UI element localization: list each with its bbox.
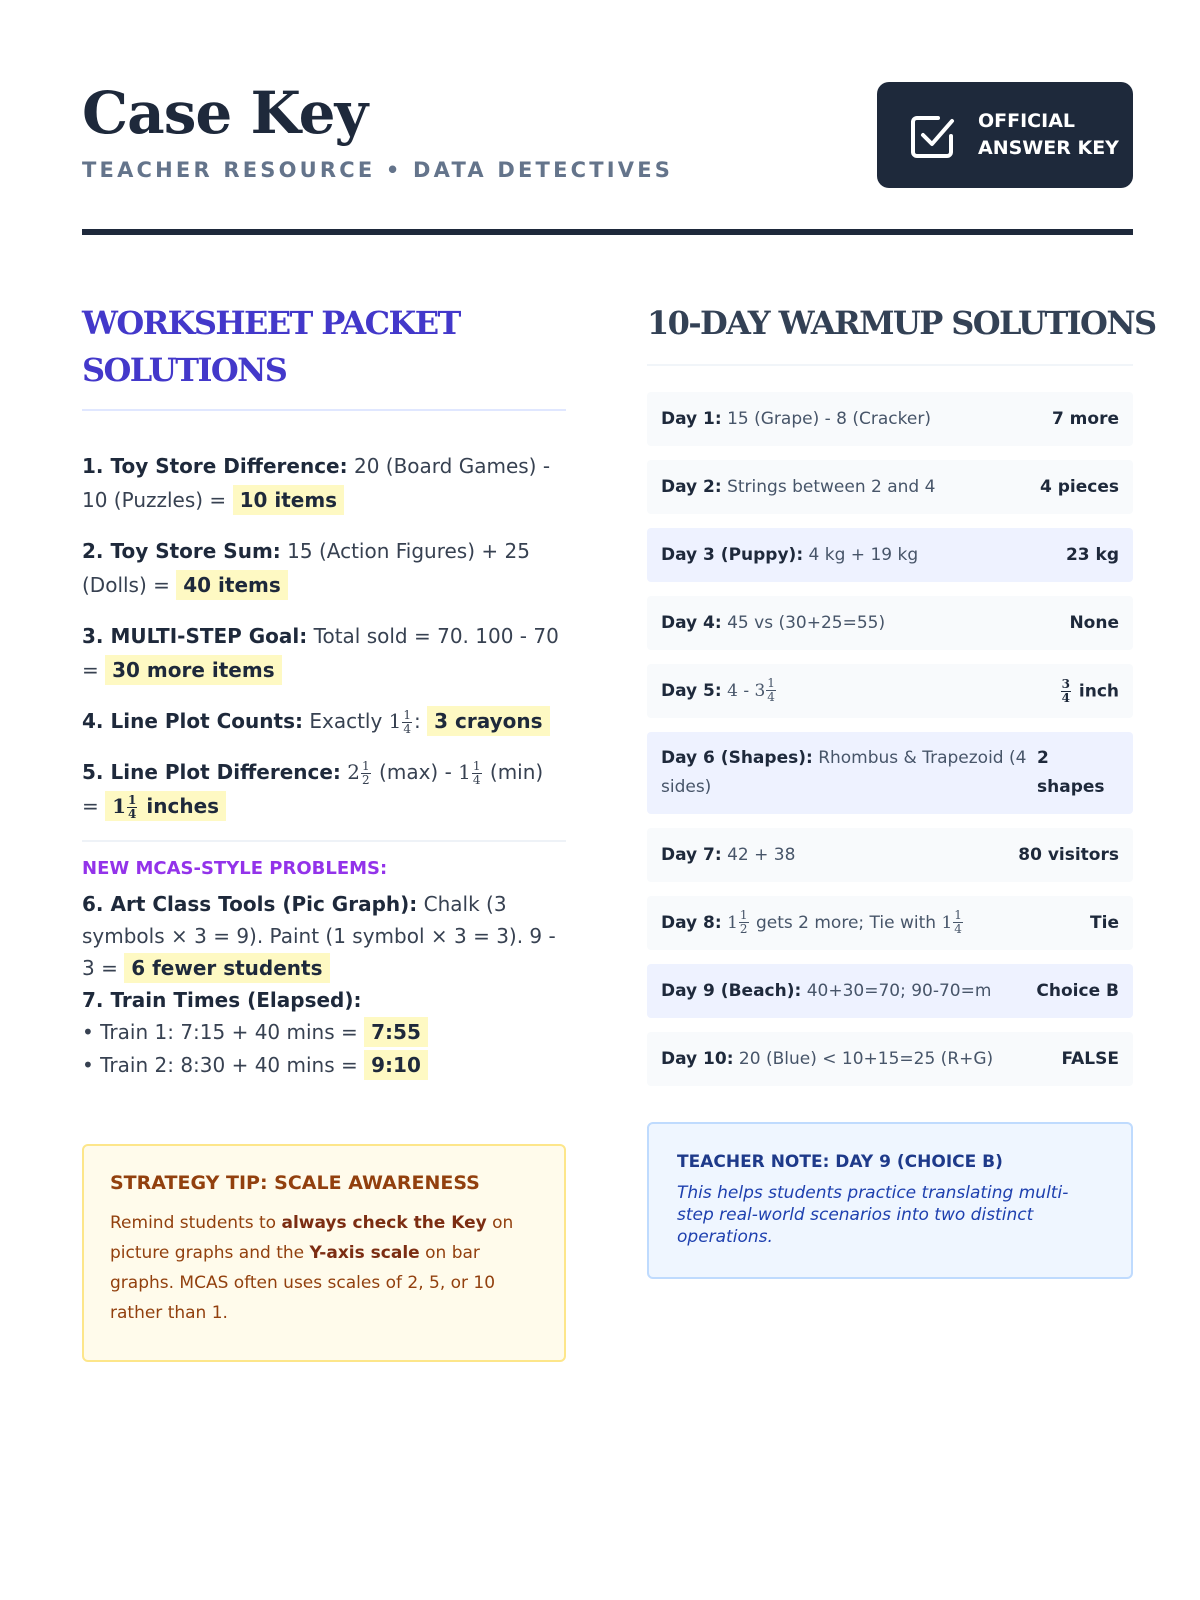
problem-work: Exactly — [309, 709, 383, 733]
day-label: Day 4: — [661, 612, 722, 633]
mixed-number-whole: 1 — [458, 760, 471, 784]
problem-5 — [82, 755, 566, 823]
note-body: This helps students practice translating multi-step real-world scenarios into two distinct operations. — [677, 1183, 1069, 1247]
section-divider — [647, 364, 1133, 366]
answer-unit: inches — [146, 794, 220, 818]
fraction-numerator: 1 — [767, 676, 775, 690]
warmup-day-8 — [647, 896, 1133, 950]
mixed-number-whole: 1 — [388, 709, 402, 733]
fraction-numerator: 1 — [362, 759, 370, 773]
tip-body — [110, 1208, 538, 1328]
fraction — [766, 677, 776, 704]
day-label: Day 6 (Shapes): — [661, 748, 813, 768]
fraction-denominator: 2 — [362, 773, 370, 787]
answer-highlight: 30 more items — [105, 655, 282, 685]
day-work: 4 kg + 19 kg — [808, 544, 919, 565]
day-work: Strings between 2 and 4 — [727, 476, 936, 497]
fraction-numerator: 1 — [954, 908, 962, 922]
problem-work: Chalk (3 symbols × 3 = 9). Paint (1 symbol × 3 = 3). 9 - 3 = — [82, 892, 556, 980]
day-label: Day 8: — [661, 912, 722, 933]
problem-work: Total sold = 70. 100 - 70 = — [82, 624, 559, 682]
day-answer: FALSE — [1061, 1049, 1119, 1069]
warmup-day-1 — [647, 392, 1133, 446]
warmup-solutions-section — [647, 300, 1156, 1100]
fraction-denominator: 4 — [403, 722, 412, 736]
worksheet-section-title — [82, 300, 566, 394]
problem-3 — [82, 619, 566, 687]
problem-7 — [82, 984, 566, 1082]
day-work: 15 (Grape) - 8 (Cracker) — [727, 408, 931, 429]
day-label: Day 7: — [661, 844, 722, 865]
header-divider — [82, 229, 1133, 235]
mixed-number-whole: 1 — [727, 912, 738, 933]
tip-text: on picture graphs and the — [110, 1213, 514, 1263]
fraction — [1061, 678, 1071, 705]
day-work: Rhombus & Trapezoid (4 sides) — [661, 748, 1027, 797]
section-divider — [82, 840, 566, 842]
answer-highlight — [105, 791, 226, 821]
tip-title: STRATEGY TIP: SCALE AWARENESS — [110, 1172, 480, 1194]
warmup-day-4 — [647, 596, 1133, 650]
train-1-line — [82, 1016, 566, 1049]
badge-line-2: ANSWER KEY — [978, 137, 1119, 159]
problem-label: 2. Toy Store Sum: — [82, 539, 281, 563]
fraction-denominator: 4 — [1061, 690, 1070, 705]
fraction — [739, 909, 749, 936]
section-divider — [82, 409, 566, 411]
fraction-numerator: 1 — [739, 908, 748, 922]
warmup-section-title: 10-DAY WARMUP SOLUTIONS — [647, 304, 1156, 342]
problem-1 — [82, 449, 566, 517]
day-answer: None — [1069, 613, 1119, 633]
day-answer: 7 more — [1051, 409, 1119, 429]
day-answer: 23 kg — [1065, 545, 1119, 565]
fraction-numerator: 3 — [1061, 676, 1070, 691]
problem-work: (min) = — [82, 760, 544, 818]
answer-highlight: 6 fewer students — [124, 953, 329, 983]
mixed-number-whole: 1 — [941, 912, 953, 933]
answer-unit: inch — [1078, 681, 1119, 701]
train-2-line — [82, 1049, 566, 1082]
badge-text — [978, 108, 1119, 162]
fraction-numerator: 1 — [472, 759, 481, 773]
day-label: Day 3 (Puppy): — [661, 544, 804, 565]
strategy-tip-box — [82, 1144, 566, 1362]
day-label: Day 2: — [661, 476, 722, 497]
fraction — [402, 709, 412, 736]
problem-2 — [82, 534, 566, 602]
problem-4 — [82, 704, 566, 738]
warmup-day-list — [647, 392, 1133, 1086]
day-answer — [1060, 678, 1119, 705]
day-answer: Tie — [1090, 913, 1119, 933]
fraction — [127, 794, 137, 821]
tip-text: on bar graphs. MCAS often uses scales of 2, 5, or 10 rather than 1. — [110, 1243, 496, 1323]
problem-label: 4. Line Plot Counts: — [82, 709, 303, 733]
warmup-day-7 — [647, 828, 1133, 882]
answer-highlight: 3 crayons — [427, 706, 549, 736]
day-work: 42 + 38 — [727, 844, 796, 865]
mcas-problems-label: NEW MCAS-STYLE PROBLEMS: — [82, 858, 388, 879]
page-title: Case Key — [82, 79, 368, 147]
fraction-denominator: 4 — [767, 690, 775, 704]
tip-text: Remind students to — [110, 1213, 277, 1233]
checkbox-check-icon — [907, 112, 957, 162]
day-work: gets 2 more; Tie with — [755, 912, 937, 933]
tip-emphasis: always check the Key — [281, 1213, 487, 1233]
day-work: 45 vs (30+25=55) — [727, 612, 886, 633]
fraction-denominator: 4 — [128, 807, 137, 821]
worksheet-title-line-2: SOLUTIONS — [82, 351, 287, 389]
problem-label: 1. Toy Store Difference: — [82, 454, 348, 478]
problem-label: 3. MULTI-STEP Goal: — [82, 624, 308, 648]
fraction-denominator: 2 — [739, 922, 748, 936]
mixed-number-whole: 3 — [754, 680, 766, 701]
teacher-note-box — [647, 1122, 1133, 1279]
day-label: Day 10: — [661, 1048, 734, 1069]
mixed-number-whole: 1 — [112, 794, 127, 818]
fraction-numerator: 1 — [403, 708, 412, 722]
fraction — [361, 760, 371, 787]
day-work: 4 - — [727, 680, 750, 701]
problem-work: 20 (Board Games) - 10 (Puzzles) = — [82, 454, 551, 512]
tip-emphasis: Y-axis scale — [309, 1243, 420, 1263]
page-subtitle: TEACHER RESOURCE • DATA DETECTIVES — [82, 158, 674, 182]
problem-6 — [82, 888, 566, 984]
badge-line-1: OFFICIAL — [978, 110, 1076, 132]
warmup-day-3 — [647, 528, 1133, 582]
fraction-denominator: 4 — [954, 922, 962, 936]
warmup-day-2 — [647, 460, 1133, 514]
warmup-day-10 — [647, 1032, 1133, 1086]
answer-highlight: 9:10 — [364, 1050, 428, 1080]
warmup-day-9 — [647, 964, 1133, 1018]
problem-work: (max) - — [379, 760, 452, 784]
official-answer-key-badge — [877, 82, 1133, 188]
fraction-denominator: 4 — [472, 773, 481, 787]
note-title: TEACHER NOTE: DAY 9 (CHOICE B) — [677, 1152, 1003, 1172]
answer-highlight: 10 items — [233, 485, 345, 515]
problem-label: 7. Train Times (Elapsed): — [82, 988, 362, 1012]
fraction — [472, 760, 482, 787]
warmup-day-5 — [647, 664, 1133, 718]
answer-highlight: 40 items — [176, 570, 288, 600]
day-answer: 4 pieces — [1040, 477, 1119, 497]
warmup-day-6 — [647, 732, 1133, 814]
fraction — [953, 909, 963, 936]
problem-label: 5. Line Plot Difference: — [82, 760, 341, 784]
train-1-work: • Train 1: 7:15 + 40 mins = — [82, 1020, 358, 1044]
problem-work: 15 (Action Figures) + 25 (Dolls) = — [82, 539, 530, 597]
day-answer: 80 visitors — [1018, 845, 1119, 865]
answer-highlight: 7:55 — [364, 1017, 428, 1047]
worksheet-title-line-1: WORKSHEET PACKET — [82, 304, 460, 342]
train-2-work: • Train 2: 8:30 + 40 mins = — [82, 1053, 358, 1077]
day-label: Day 1: — [661, 408, 722, 429]
day-answer: Choice B — [1036, 981, 1119, 1001]
day-answer: 2 shapes — [1037, 748, 1105, 797]
problem-punct: : — [414, 709, 421, 733]
day-label: Day 9 (Beach): — [661, 980, 802, 1001]
day-work: 20 (Blue) < 10+15=25 (R+G) — [738, 1048, 994, 1069]
day-label: Day 5: — [661, 680, 722, 701]
day-work: 40+30=70; 90-70=m — [806, 980, 992, 1001]
problem-list — [82, 449, 566, 823]
fraction-numerator: 1 — [128, 793, 137, 807]
mixed-number-whole: 2 — [347, 760, 361, 784]
worksheet-solutions-section — [82, 300, 566, 1082]
problem-label: 6. Art Class Tools (Pic Graph): — [82, 892, 418, 916]
